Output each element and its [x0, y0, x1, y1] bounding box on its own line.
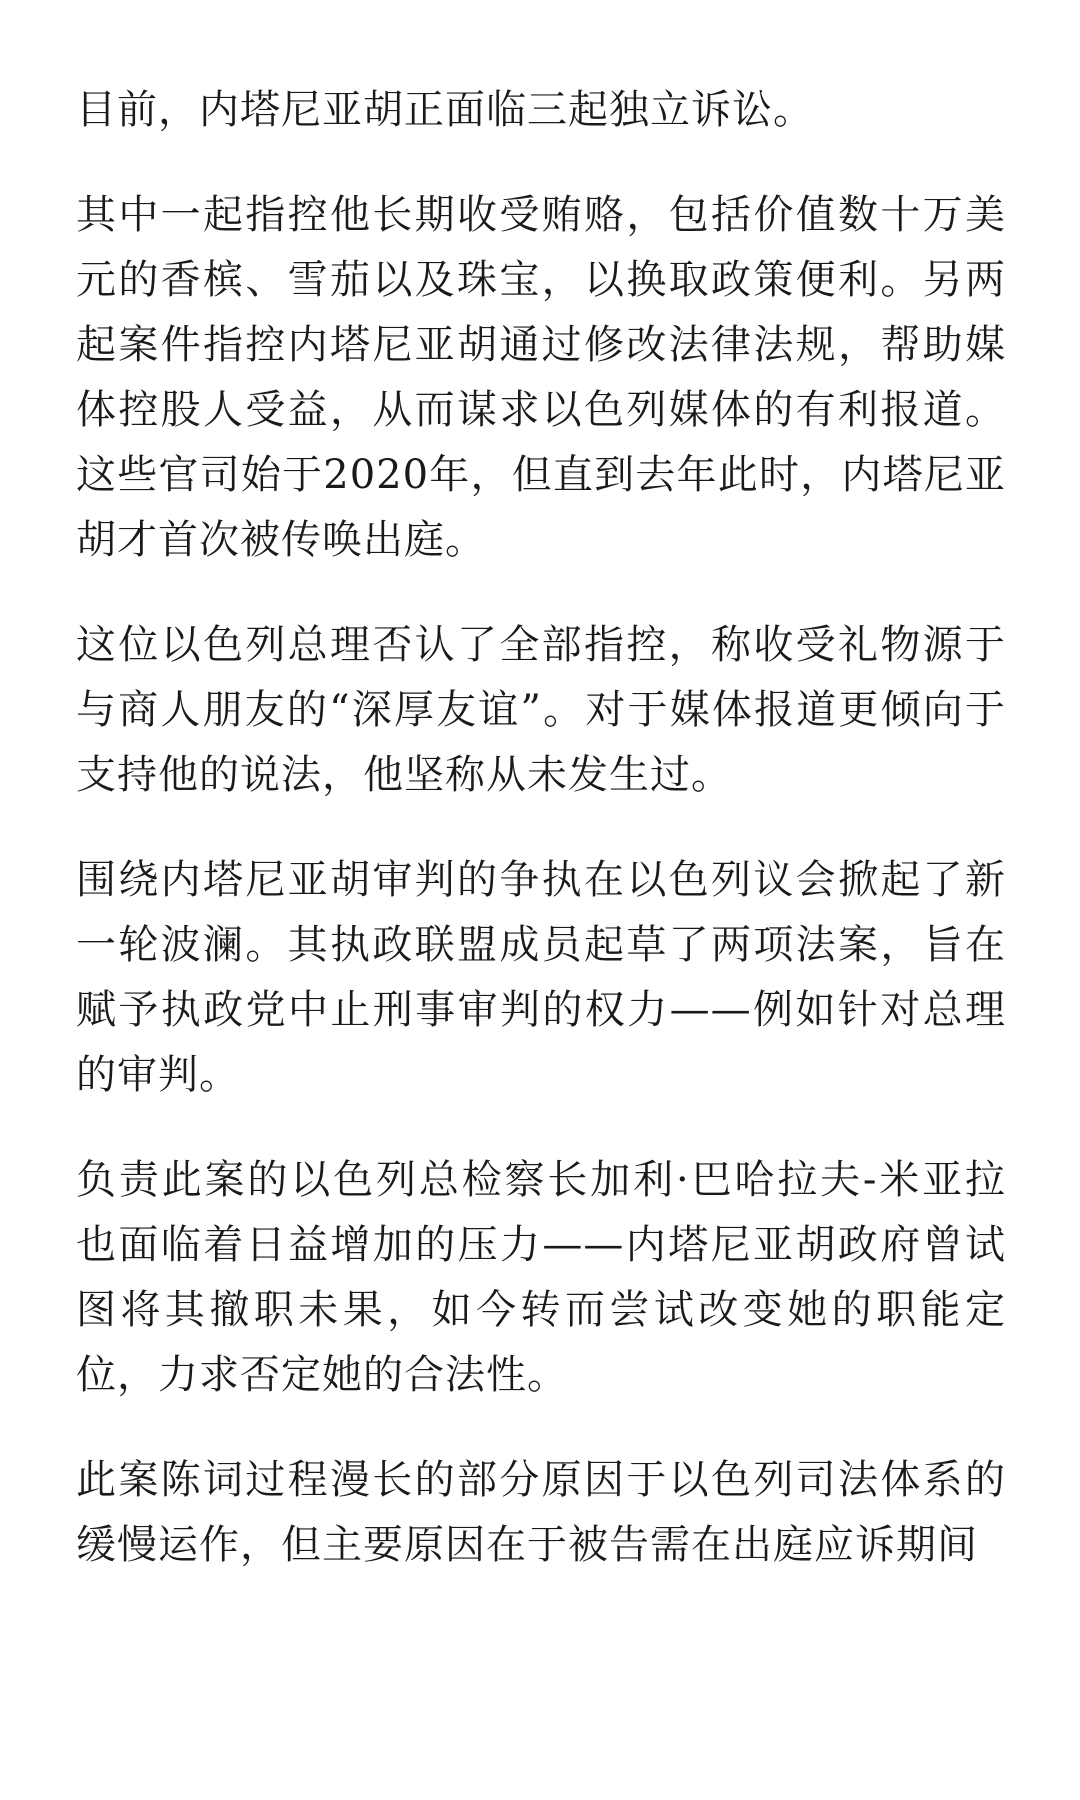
paragraph-3: 这位以色列总理否认了全部指控，称收受礼物源于与商人朋友的“深厚友谊”。对于媒体报道更倾向于支持他的说法，他坚称从未发生过。 — [76, 622, 1006, 798]
paragraph-5: 负责此案的以色列总检察长加利·巴哈拉夫-米亚拉也面临着日益增加的压力——内塔尼亚胡政府曾试图将其撤职未果，如今转而尝试改变她的职能定位，力求否定她的合法性。 — [76, 1157, 1006, 1398]
paragraph-2: 其中一起指控他长期收受贿赂，包括价值数十万美元的香槟、雪茄以及珠宝，以换取政策便利。另两起案件指控内塔尼亚胡通过修改法律法规，帮助媒体控股人受益，从而谋求以色列媒体的有利报道。这些官司始于2020年，但直到去年此时，内塔尼亚胡才首次被传唤出庭。 — [76, 192, 1006, 563]
paragraph-6: 此案陈词过程漫长的部分原因于以色列司法体系的缓慢运作，但主要原因在于被告需在出庭应诉期间 — [76, 1457, 1006, 1568]
paragraph-1: 目前，内塔尼亚胡正面临三起独立诉讼。 — [76, 87, 814, 133]
article-body — [76, 78, 1006, 1578]
paragraph-4: 围绕内塔尼亚胡审判的争执在以色列议会掀起了新一轮波澜。其执政联盟成员起草了两项法案，旨在赋予执政党中止刑事审判的权力——例如针对总理的审判。 — [76, 857, 1006, 1098]
